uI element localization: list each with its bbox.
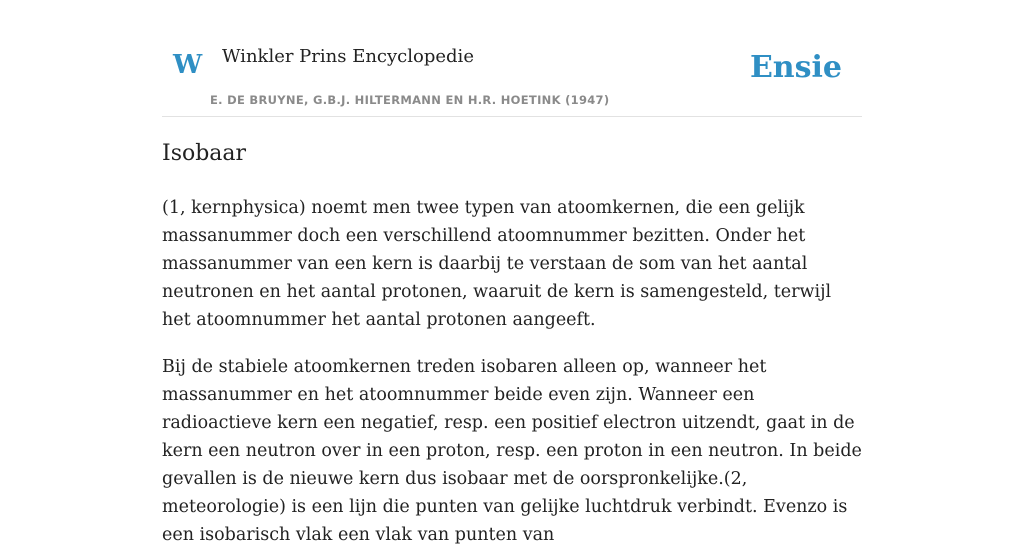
article-title: Isobaar [162, 141, 247, 166]
article-paragraph: Bij de stabiele atoomkernen treden isobaren alleen op, wanneer het massanummer en het atoomnummer beide even zijn. Wanneer een radioactieve kern een negatief, resp. een positief electron uitzendt, gaat in de kern een neutron over in een proton, resp. een proton in een neutron. In beide gevallen is de nieuwe kern dus isobaar met de oorspronkelijke.(2, meteorologie) is een lijn die punten van gelijke luchtdruk verbindt. Evenzo is een isobarisch vlak een vlak van punten van [162, 357, 862, 545]
source-authors: E. DE BRUYNE, G.B.J. HILTERMANN EN H.R. HOETINK (1947) [210, 93, 610, 107]
source-title[interactable]: Winkler Prins Encyclopedie [222, 46, 474, 67]
source-logo: W [173, 50, 203, 80]
ensie-logo-link[interactable]: Ensie [749, 50, 842, 85]
article [162, 138, 862, 549]
article-paragraph: (1, kernphysica) noemt men twee typen van atoomkernen, die een gelijk massanummer doch een verschillend atoomnummer bezitten. Onder het massanummer van een kern is daarbij te verstaan de som van het aantal neutronen en het aantal protonen, waaruit de kern is samengesteld, terwijl het atoomnummer het aantal protonen aangeeft. [162, 198, 832, 330]
source-header [162, 0, 862, 117]
